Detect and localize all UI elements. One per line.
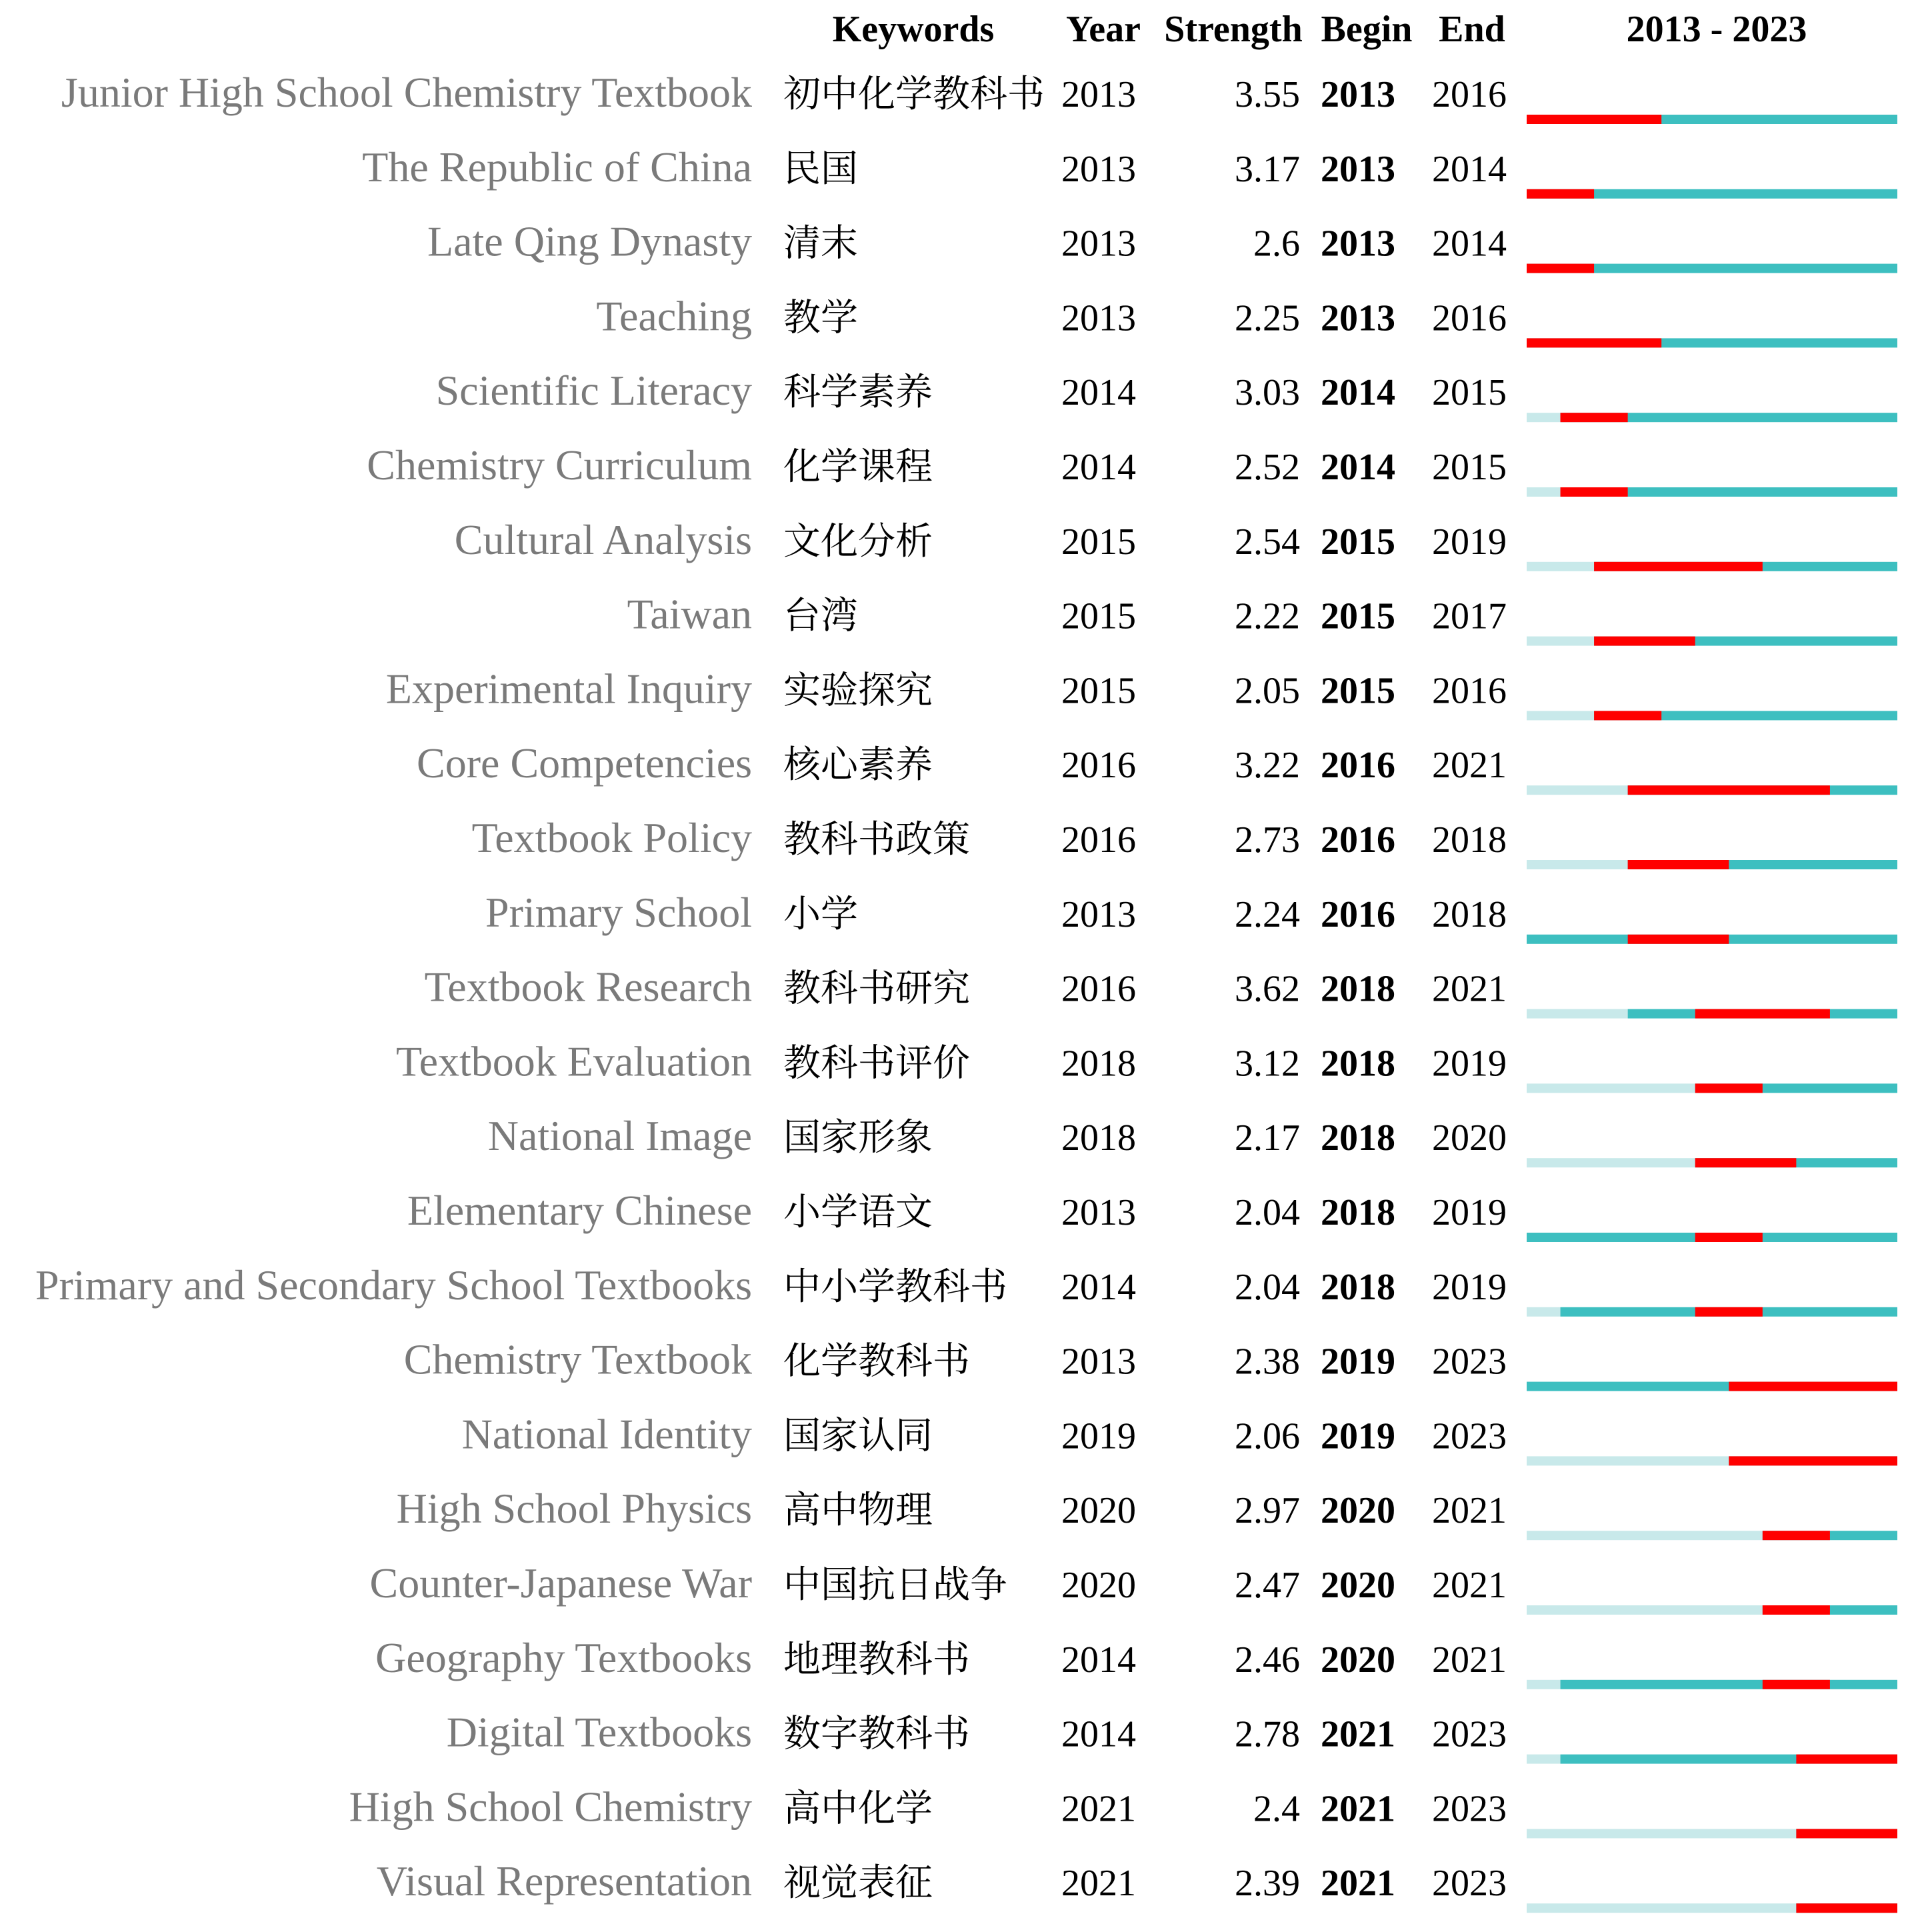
burst-period-bar xyxy=(1763,1531,1830,1540)
burst-period-bar xyxy=(1695,1158,1797,1167)
header-year: Year xyxy=(1066,9,1141,50)
burst-row xyxy=(455,516,1897,571)
burst-begin: 2018 xyxy=(1321,1043,1395,1085)
keyword-chinese: 化学教科书 xyxy=(783,1339,970,1383)
timeline-inactive-segment xyxy=(1527,1307,1561,1317)
keyword-english: Late Qing Dynasty xyxy=(427,217,752,265)
burst-end: 2023 xyxy=(1432,1863,1507,1905)
burst-period-bar xyxy=(1729,1456,1897,1465)
keyword-english: Geography Textbooks xyxy=(375,1633,752,1681)
burst-begin: 2020 xyxy=(1321,1490,1395,1532)
timeline-active-segment xyxy=(1561,1680,1897,1689)
first-year: 2019 xyxy=(1061,1415,1136,1457)
burst-row xyxy=(349,1783,1897,1838)
burst-strength: 2.73 xyxy=(1235,819,1300,861)
first-year: 2013 xyxy=(1061,1341,1136,1383)
burst-strength: 2.04 xyxy=(1235,1266,1300,1308)
burst-row xyxy=(447,1709,1897,1764)
first-year: 2021 xyxy=(1061,1788,1136,1830)
burst-end: 2016 xyxy=(1432,74,1507,115)
burst-strength: 2.97 xyxy=(1235,1490,1300,1532)
burst-end: 2021 xyxy=(1432,968,1507,1010)
burst-period-bar xyxy=(1763,1680,1830,1689)
burst-begin: 2021 xyxy=(1321,1788,1395,1830)
burst-period-bar xyxy=(1527,189,1594,199)
burst-period-bar xyxy=(1527,264,1594,273)
keyword-chinese: 实验探究 xyxy=(783,669,933,713)
burst-period-bar xyxy=(1796,1755,1897,1764)
burst-strength: 2.78 xyxy=(1235,1713,1300,1755)
burst-strength: 3.03 xyxy=(1235,372,1300,414)
burst-strength: 2.38 xyxy=(1235,1341,1300,1383)
burst-end: 2023 xyxy=(1432,1713,1507,1755)
burst-row xyxy=(404,1336,1897,1391)
keyword-chinese: 教科书政策 xyxy=(783,818,970,861)
keyword-chinese: 教科书评价 xyxy=(783,1041,970,1085)
burst-strength: 2.4 xyxy=(1253,1788,1300,1830)
timeline-inactive-segment xyxy=(1527,1456,1729,1465)
burst-end: 2021 xyxy=(1432,1639,1507,1681)
keyword-chinese: 中国抗日战争 xyxy=(783,1563,1007,1607)
burst-begin: 2015 xyxy=(1321,521,1395,563)
burst-strength: 2.52 xyxy=(1235,447,1300,488)
burst-row xyxy=(370,1559,1898,1615)
burst-period-bar xyxy=(1527,338,1661,347)
first-year: 2021 xyxy=(1061,1863,1136,1905)
keyword-chinese: 民国 xyxy=(783,147,858,191)
burst-strength: 2.17 xyxy=(1235,1117,1300,1159)
keyword-chinese: 中小学教科书 xyxy=(783,1265,1007,1309)
header-begin: Begin xyxy=(1321,9,1413,50)
keyword-english: Counter-Japanese War xyxy=(369,1559,752,1607)
burst-row xyxy=(627,591,1897,646)
burst-period-bar xyxy=(1527,115,1661,124)
burst-end: 2019 xyxy=(1432,1266,1507,1308)
burst-period-bar xyxy=(1628,860,1729,869)
keyword-english: Core Competencies xyxy=(417,739,752,787)
burst-row xyxy=(61,69,1897,124)
timeline-inactive-segment xyxy=(1527,1531,1763,1540)
first-year: 2015 xyxy=(1061,595,1136,637)
burst-period-bar xyxy=(1796,1903,1897,1913)
burst-row xyxy=(436,367,1897,422)
first-year: 2016 xyxy=(1061,968,1136,1010)
burst-period-bar xyxy=(1628,935,1729,944)
keyword-english: Chemistry Curriculum xyxy=(367,441,752,489)
burst-end: 2021 xyxy=(1432,1490,1507,1532)
burst-strength: 3.62 xyxy=(1235,968,1300,1010)
burst-row xyxy=(427,218,1897,273)
burst-begin: 2015 xyxy=(1321,670,1395,712)
keyword-chinese: 高中物理 xyxy=(783,1489,933,1533)
burst-end: 2019 xyxy=(1432,1192,1507,1233)
keyword-english: Scientific Literacy xyxy=(435,367,752,415)
burst-end: 2018 xyxy=(1432,893,1507,935)
burst-period-bar xyxy=(1763,1605,1830,1615)
burst-begin: 2018 xyxy=(1321,1266,1395,1308)
keyword-english: Chemistry Textbook xyxy=(403,1335,752,1383)
first-year: 2014 xyxy=(1061,1266,1136,1308)
keyword-chinese: 地理教科书 xyxy=(783,1637,970,1681)
burst-begin: 2014 xyxy=(1321,447,1395,488)
keyword-chinese: 清末 xyxy=(783,221,858,265)
keyword-english: Textbook Policy xyxy=(471,814,752,861)
burst-end: 2018 xyxy=(1432,819,1507,861)
burst-end: 2014 xyxy=(1432,223,1507,265)
burst-end: 2015 xyxy=(1432,372,1507,414)
first-year: 2018 xyxy=(1061,1117,1136,1159)
burst-strength: 3.22 xyxy=(1235,745,1300,787)
burst-begin: 2016 xyxy=(1321,745,1395,787)
burst-begin: 2013 xyxy=(1321,74,1395,115)
burst-period-bar xyxy=(1729,1382,1897,1391)
keyword-english: Digital Textbooks xyxy=(446,1708,752,1756)
keyword-english: Primary School xyxy=(485,888,752,936)
keyword-chinese: 国家形象 xyxy=(783,1116,933,1160)
burst-begin: 2020 xyxy=(1321,1639,1395,1681)
first-year: 2013 xyxy=(1061,74,1136,115)
header-strength: Strength xyxy=(1164,9,1303,50)
burst-end: 2021 xyxy=(1432,1565,1507,1606)
timeline-inactive-segment xyxy=(1527,1680,1561,1689)
burst-row xyxy=(462,1410,1897,1465)
burst-begin: 2016 xyxy=(1321,893,1395,935)
burst-period-bar xyxy=(1796,1829,1897,1838)
first-year: 2015 xyxy=(1061,670,1136,712)
burst-period-bar xyxy=(1695,1083,1763,1093)
burst-end: 2014 xyxy=(1432,148,1507,190)
burst-begin: 2019 xyxy=(1321,1341,1395,1383)
keyword-chinese: 小学 xyxy=(783,892,858,936)
burst-begin: 2019 xyxy=(1321,1415,1395,1457)
timeline-inactive-segment xyxy=(1527,637,1594,646)
burst-row xyxy=(425,963,1897,1019)
burst-period-bar xyxy=(1695,1307,1763,1317)
first-year: 2016 xyxy=(1061,745,1136,787)
keyword-chinese: 科学素养 xyxy=(783,371,933,415)
keyword-chinese: 核心素养 xyxy=(783,743,933,787)
header-keywords: Keywords xyxy=(832,9,995,50)
keyword-english: Teaching xyxy=(596,292,752,340)
burst-row xyxy=(35,1261,1897,1317)
burst-begin: 2021 xyxy=(1321,1863,1395,1905)
burst-begin: 2020 xyxy=(1321,1565,1395,1606)
timeline-inactive-segment xyxy=(1527,413,1561,422)
first-year: 2013 xyxy=(1061,148,1136,190)
keyword-chinese: 教科书研究 xyxy=(783,967,970,1011)
first-year: 2013 xyxy=(1061,893,1136,935)
burst-end: 2016 xyxy=(1432,670,1507,712)
first-year: 2020 xyxy=(1061,1490,1136,1532)
timeline-inactive-segment xyxy=(1527,1829,1796,1838)
keyword-chinese: 小学语文 xyxy=(783,1191,933,1234)
burst-strength: 2.54 xyxy=(1235,521,1300,563)
burst-end: 2016 xyxy=(1432,297,1507,339)
first-year: 2014 xyxy=(1061,1713,1136,1755)
keyword-english: National Image xyxy=(487,1112,752,1160)
timeline-inactive-segment xyxy=(1527,785,1628,795)
keyword-chinese: 高中化学 xyxy=(783,1787,933,1831)
timeline-inactive-segment xyxy=(1527,1009,1628,1019)
header-end: End xyxy=(1439,9,1505,50)
keyword-chinese: 化学课程 xyxy=(783,445,933,489)
burst-end: 2017 xyxy=(1432,595,1507,637)
burst-end: 2021 xyxy=(1432,745,1507,787)
header-range: 2013 - 2023 xyxy=(1626,9,1807,50)
burst-rows xyxy=(35,69,1897,1913)
burst-strength: 2.46 xyxy=(1235,1639,1300,1681)
burst-strength: 2.6 xyxy=(1253,223,1300,265)
burst-begin: 2016 xyxy=(1321,819,1395,861)
burst-end: 2019 xyxy=(1432,521,1507,563)
first-year: 2014 xyxy=(1061,1639,1136,1681)
first-year: 2013 xyxy=(1061,1192,1136,1233)
timeline-inactive-segment xyxy=(1527,711,1594,720)
burst-row xyxy=(397,1485,1897,1540)
keyword-english: The Republic of China xyxy=(362,143,752,191)
keyword-chinese: 视觉表征 xyxy=(783,1861,933,1905)
burst-begin: 2021 xyxy=(1321,1713,1395,1755)
burst-strength: 2.06 xyxy=(1235,1415,1300,1457)
burst-period-bar xyxy=(1561,413,1628,422)
burst-row xyxy=(375,1634,1897,1689)
burst-strength: 2.05 xyxy=(1235,670,1300,712)
burst-row xyxy=(488,1112,1897,1167)
header-row xyxy=(833,9,1807,50)
burst-row xyxy=(472,814,1897,869)
burst-end: 2019 xyxy=(1432,1043,1507,1085)
first-year: 2014 xyxy=(1061,372,1136,414)
burst-row xyxy=(367,441,1897,497)
burst-row xyxy=(386,665,1897,720)
burst-begin: 2013 xyxy=(1321,223,1395,265)
burst-row xyxy=(407,1187,1897,1242)
burst-period-bar xyxy=(1594,637,1695,646)
burst-period-bar xyxy=(1695,1233,1763,1242)
burst-strength: 3.55 xyxy=(1235,74,1300,115)
keyword-english: High School Chemistry xyxy=(349,1783,752,1831)
burst-row xyxy=(396,1037,1897,1093)
burst-strength: 2.04 xyxy=(1235,1192,1300,1233)
burst-row xyxy=(417,739,1897,795)
first-year: 2016 xyxy=(1061,819,1136,861)
burst-end: 2023 xyxy=(1432,1788,1507,1830)
timeline-inactive-segment xyxy=(1527,487,1561,497)
burst-row xyxy=(362,143,1897,199)
burst-row xyxy=(596,292,1897,347)
burst-row xyxy=(377,1857,1897,1913)
burst-begin: 2014 xyxy=(1321,372,1395,414)
burst-strength: 3.12 xyxy=(1235,1043,1300,1085)
burst-end: 2023 xyxy=(1432,1415,1507,1457)
keyword-english: Textbook Research xyxy=(424,963,752,1011)
timeline-inactive-segment xyxy=(1527,1605,1763,1615)
timeline-inactive-segment xyxy=(1527,1903,1796,1913)
burst-strength: 2.22 xyxy=(1235,595,1300,637)
burst-begin: 2015 xyxy=(1321,595,1395,637)
burst-end: 2015 xyxy=(1432,447,1507,488)
burst-begin: 2018 xyxy=(1321,968,1395,1010)
keyword-chinese: 教学 xyxy=(783,296,858,340)
keyword-english: Experimental Inquiry xyxy=(385,665,752,713)
burst-strength: 3.17 xyxy=(1235,148,1300,190)
burst-period-bar xyxy=(1594,562,1763,571)
timeline-inactive-segment xyxy=(1527,1158,1695,1167)
keyword-chinese: 数字教科书 xyxy=(783,1712,970,1756)
burst-strength: 2.39 xyxy=(1235,1863,1300,1905)
burst-period-bar xyxy=(1561,487,1628,497)
timeline-inactive-segment xyxy=(1527,860,1628,869)
burst-strength: 2.25 xyxy=(1235,297,1300,339)
burst-begin: 2018 xyxy=(1321,1117,1395,1159)
burst-end: 2020 xyxy=(1432,1117,1507,1159)
keyword-english: Textbook Evaluation xyxy=(395,1037,752,1085)
burst-strength: 2.24 xyxy=(1235,893,1300,935)
burst-strength: 2.47 xyxy=(1235,1565,1300,1606)
keyword-chinese: 台湾 xyxy=(783,594,858,638)
timeline-inactive-segment xyxy=(1527,562,1594,571)
burst-period-bar xyxy=(1628,785,1830,795)
keyword-chinese: 文化分析 xyxy=(783,519,933,563)
timeline-inactive-segment xyxy=(1527,1755,1561,1764)
burst-begin: 2013 xyxy=(1321,297,1395,339)
keyword-chinese: 初中化学教科书 xyxy=(783,73,1045,116)
keyword-english: National Identity xyxy=(461,1410,752,1458)
burst-begin: 2018 xyxy=(1321,1192,1395,1233)
keyword-english: Elementary Chinese xyxy=(407,1187,752,1234)
first-year: 2020 xyxy=(1061,1565,1136,1606)
first-year: 2013 xyxy=(1061,297,1136,339)
keyword-english: High School Physics xyxy=(396,1485,752,1533)
burst-end: 2023 xyxy=(1432,1341,1507,1383)
first-year: 2018 xyxy=(1061,1043,1136,1085)
keyword-english: Taiwan xyxy=(627,590,752,638)
first-year: 2015 xyxy=(1061,521,1136,563)
keyword-english: Visual Representation xyxy=(376,1857,752,1905)
timeline-inactive-segment xyxy=(1527,1083,1695,1093)
keyword-english: Junior High School Chemistry Textbook xyxy=(61,69,752,116)
keyword-english: Cultural Analysis xyxy=(454,515,752,563)
burst-period-bar xyxy=(1695,1009,1830,1019)
first-year: 2013 xyxy=(1061,223,1136,265)
burst-begin: 2013 xyxy=(1321,148,1395,190)
burst-period-bar xyxy=(1594,711,1661,720)
first-year: 2014 xyxy=(1061,447,1136,488)
keyword-chinese: 国家认同 xyxy=(783,1414,933,1458)
burst-row xyxy=(485,889,1897,944)
keyword-english: Primary and Secondary School Textbooks xyxy=(35,1261,752,1309)
